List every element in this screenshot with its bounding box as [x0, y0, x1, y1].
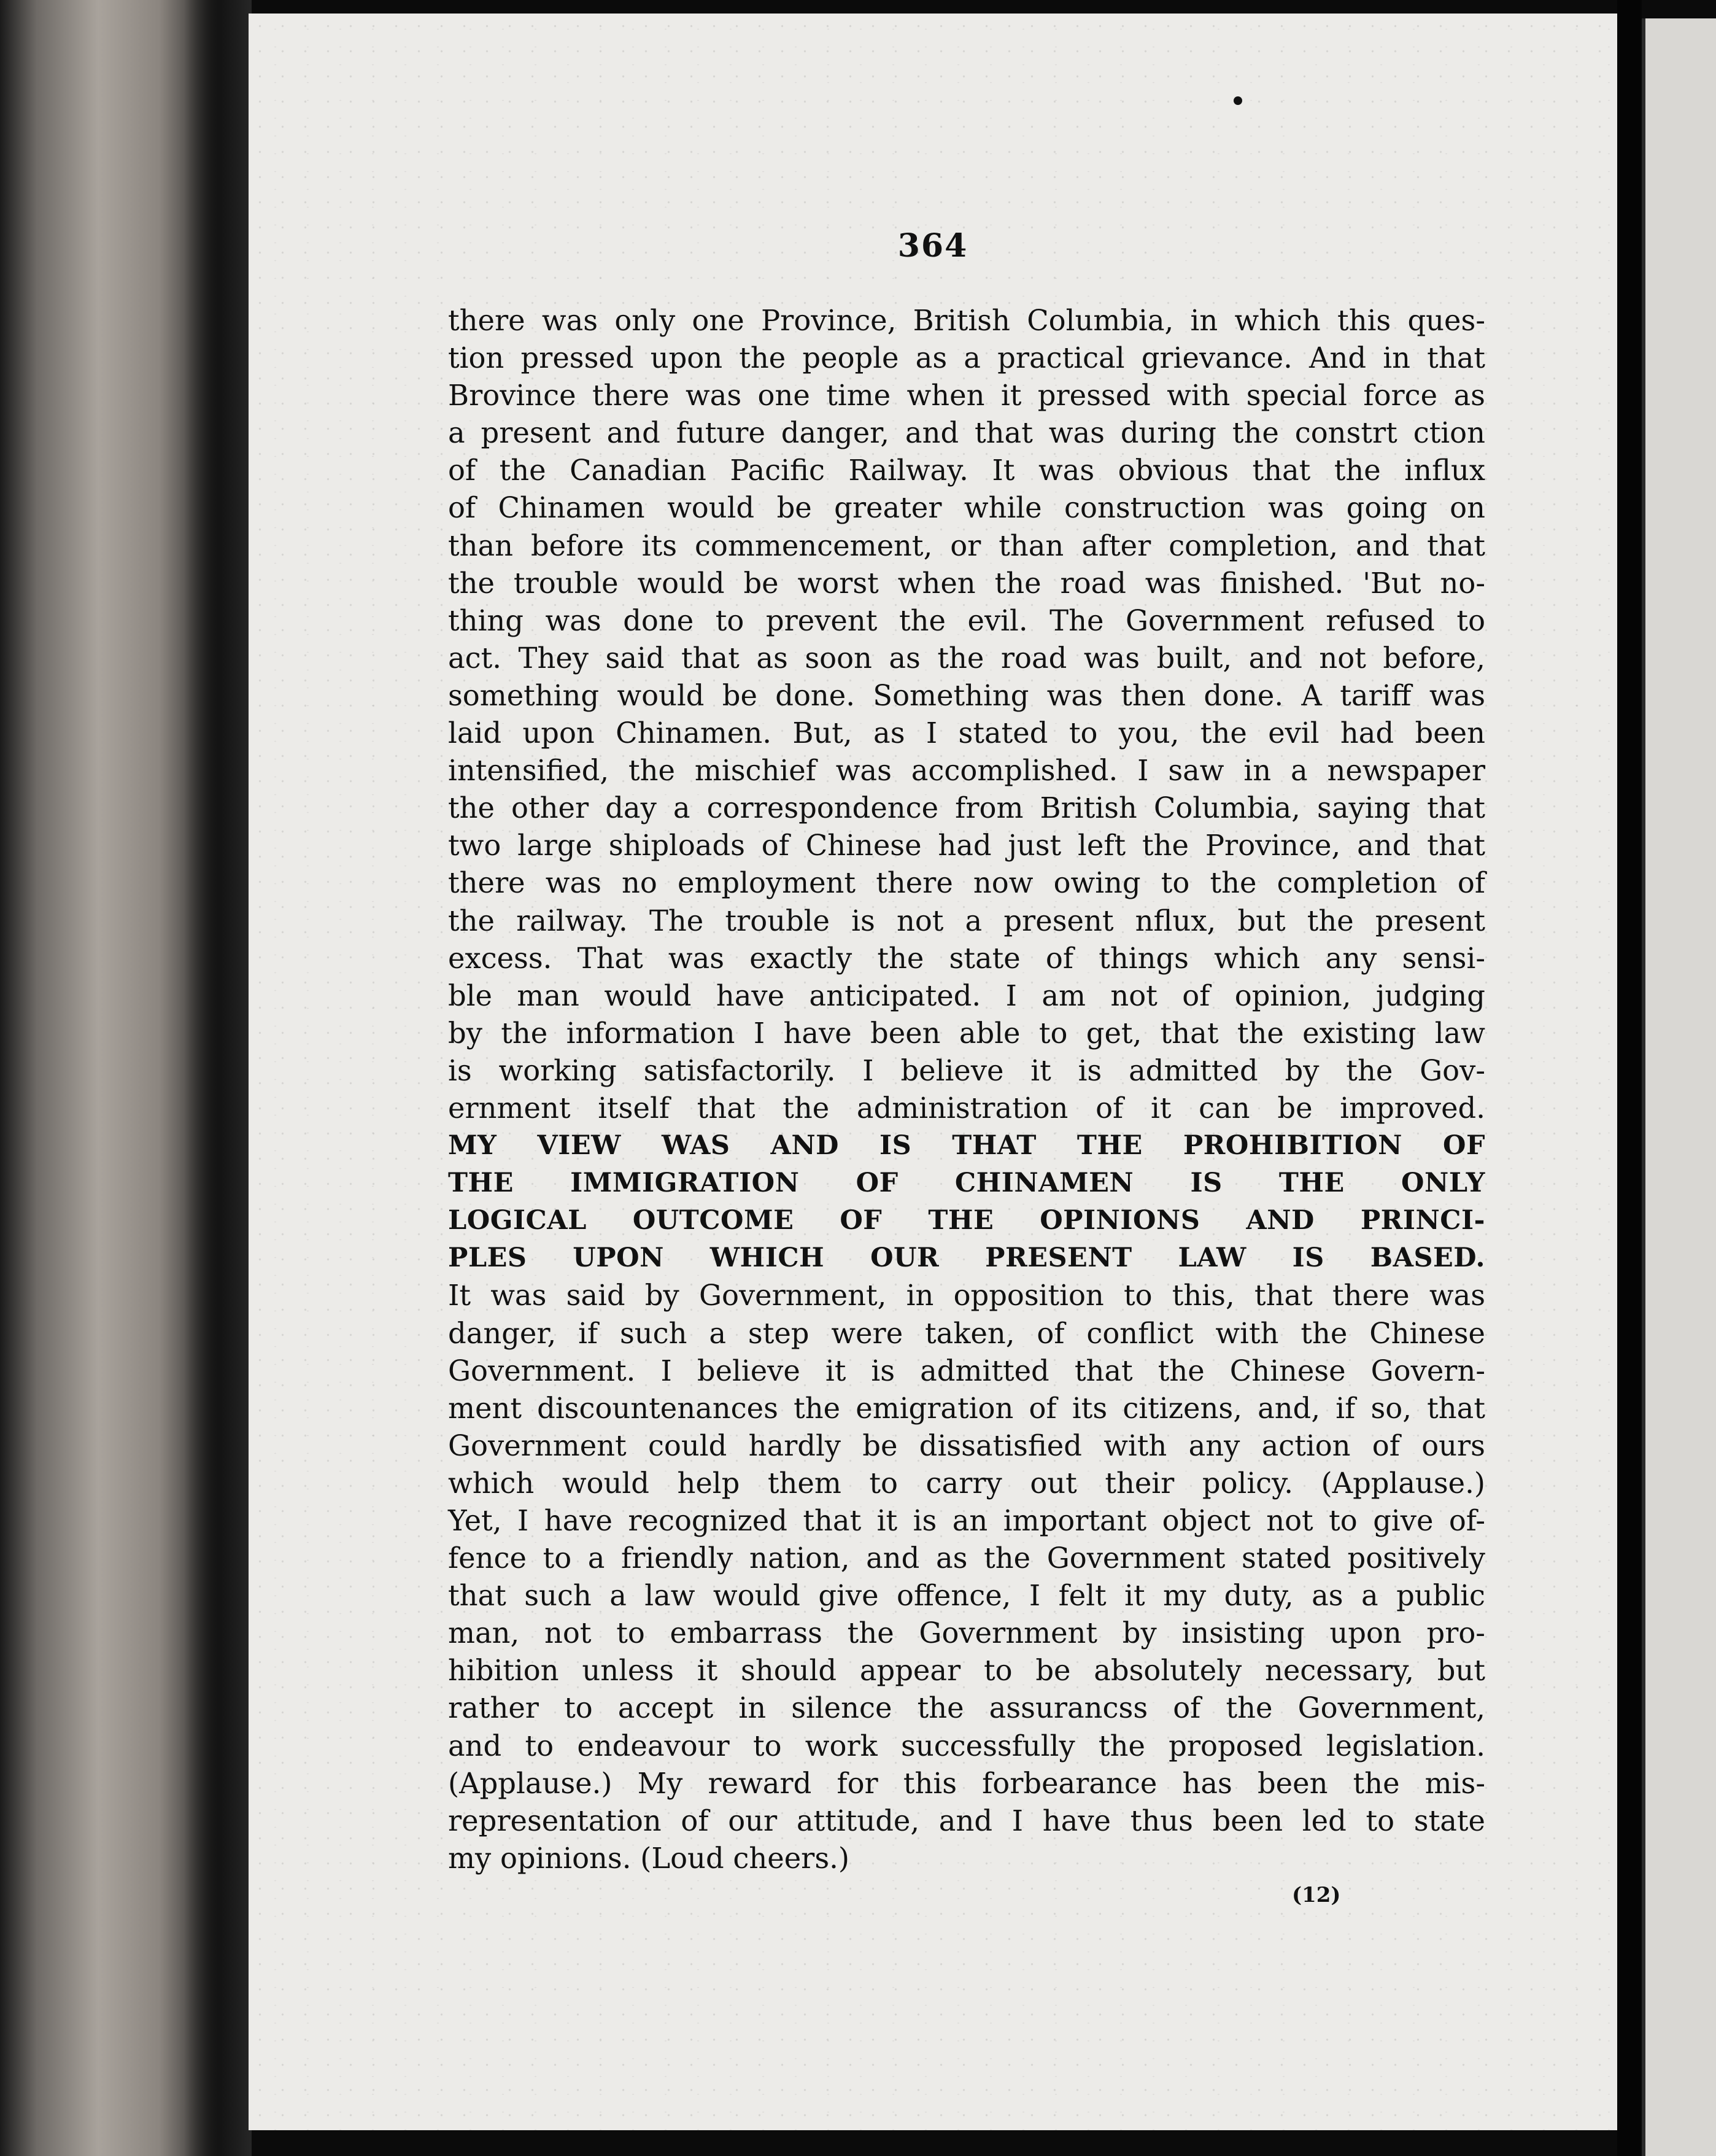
text-line: ment discountenances the emigration of its citizens, and, if so, that [448, 1391, 1485, 1425]
text-line: the other day a correspondence from British Columbia, saying that [448, 791, 1485, 825]
text-line: danger, if such a step were taken, of conflict with the Chinese [448, 1316, 1485, 1350]
text-line: act. They said that as soon as the road was built, and not before, [448, 641, 1485, 675]
text-line: Brovince there was one time when it pressed with special force as [448, 379, 1485, 413]
signature-mark: (12) [1292, 1883, 1341, 1907]
ink-speck [1234, 96, 1242, 105]
body-text [448, 302, 1485, 1877]
adjacent-page [1642, 18, 1716, 2156]
emphasis-line: THE IMMIGRATION OF CHINAMEN IS THE ONLY [448, 1168, 1485, 1199]
text-line: laid upon Chinamen. But, as I stated to you, the evil had been [448, 716, 1485, 750]
text-line: Yet, I have recognized that it is an important object not to give of- [448, 1504, 1485, 1537]
text-line: and to endeavour to work successfully the proposed legislation. [448, 1729, 1485, 1762]
text-line: excess. That was exactly the state of things which any sensi- [448, 941, 1485, 975]
text-line: two large shiploads of Chinese had just left the Province, and that [448, 829, 1485, 863]
text-line: something would be done. Something was then done. A tariff was [448, 678, 1485, 712]
page-number: 364 [897, 227, 968, 265]
document-page [249, 14, 1617, 2130]
page-edge [1617, 0, 1642, 2156]
text-line: by the information I have been able to get, that the existing law [448, 1016, 1485, 1050]
text-line: (Applause.) My reward for this forbearance has been the mis- [448, 1766, 1485, 1800]
text-line: hibition unless it should appear to be absolutely necessary, but [448, 1654, 1485, 1688]
text-line: of Chinamen would be greater while construction was going on [448, 491, 1485, 525]
text-line: is working satisfactorily. I believe it is admitted by the Gov- [448, 1053, 1485, 1087]
text-line: which would help them to carry out their policy. (Applause.) [448, 1466, 1485, 1500]
text-line: It was said by Government, in opposition to this, that there was [448, 1279, 1485, 1313]
emphasis-line: MY VIEW WAS AND IS THAT THE PROHIBITION OF [448, 1130, 1485, 1161]
text-line: that such a law would give offence, I felt it my duty, as a public [448, 1579, 1485, 1613]
text-line: ernment itself that the administration of it can be improved. [448, 1091, 1485, 1125]
text-line: Government. I believe it is admitted that the Chinese Govern- [448, 1354, 1485, 1387]
text-line: than before its commencement, or than after completion, and that [448, 529, 1485, 562]
emphasis-line: LOGICAL OUTCOME OF THE OPINIONS AND PRINCI- [448, 1205, 1485, 1236]
text-line: the trouble would be worst when the road was finished. 'But no- [448, 566, 1485, 600]
text-line: representation of our attitude, and I have thus been led to state [448, 1804, 1485, 1837]
text-line: of the Canadian Pacific Railway. It was obvious that the influx [448, 454, 1485, 487]
text-line: tion pressed upon the people as a practical grievance. And in that [448, 341, 1485, 375]
text-line: Government could hardly be dissatisfied with any action of ours [448, 1429, 1485, 1462]
text-line: there was only one Province, British Columbia, in which this ques- [448, 304, 1485, 337]
text-line: there was no employment there now owing to the completion of [448, 866, 1485, 900]
text-line: the railway. The trouble is not a present nflux, but the present [448, 904, 1485, 937]
text-line: rather to accept in silence the assurancss of the Government, [448, 1691, 1485, 1725]
text-line: intensified, the mischief was accomplished. I saw in a newspaper [448, 754, 1485, 788]
text-line: a present and future danger, and that was during the constrt ction [448, 416, 1485, 450]
text-line: fence to a friendly nation, and as the Government stated positively [448, 1541, 1485, 1575]
text-line: my opinions. (Loud cheers.) [448, 1841, 849, 1875]
gutter-shadow [184, 0, 252, 2156]
emphasis-line: PLES UPON WHICH OUR PRESENT LAW IS BASED. [448, 1243, 1485, 1274]
text-line: man, not to embarrass the Government by insisting upon pro- [448, 1616, 1485, 1650]
text-line: thing was done to prevent the evil. The Government refused to [448, 603, 1485, 637]
text-line: ble man would have anticipated. I am not of opinion, judging [448, 979, 1485, 1012]
